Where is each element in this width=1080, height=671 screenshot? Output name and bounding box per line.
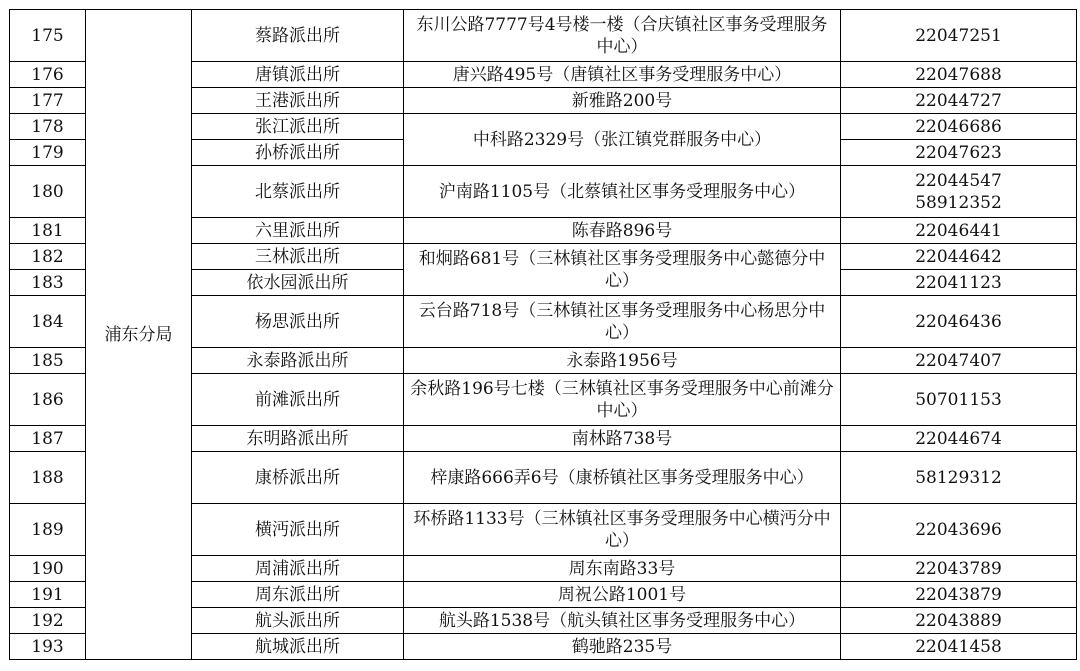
phone-number: 22046436 [915, 311, 1002, 332]
address-text: 陈春路896号 [571, 220, 673, 241]
row-number: 180 [10, 166, 86, 218]
address-text: 云台路718号（三林镇社区事务受理服务中心杨思分中心） [418, 300, 826, 343]
phone-number: 22047251 [915, 25, 1002, 46]
station-name: 孙桥派出所 [192, 140, 404, 166]
address-text: 南林路738号 [571, 428, 673, 449]
address-cell [404, 62, 841, 88]
address-text: 鹤驰路235号 [571, 636, 673, 657]
station-name: 六里派出所 [192, 218, 404, 244]
address-cell [404, 114, 841, 166]
row-number: 185 [10, 348, 86, 374]
address-cell [404, 556, 841, 582]
phone-number: 22046686 [915, 116, 1002, 137]
phone-cell [841, 244, 1077, 270]
phone-cell [841, 556, 1077, 582]
phone-number: 22044642 [915, 246, 1002, 267]
phone-number: 22043879 [915, 584, 1002, 605]
row-number: 186 [10, 374, 86, 426]
phone-cell [841, 114, 1077, 140]
phone-cell [841, 348, 1077, 374]
address-cell [404, 634, 841, 660]
row-number: 189 [10, 504, 86, 556]
address-cell [404, 608, 841, 634]
address-text: 永泰路1956号 [566, 350, 678, 371]
phone-number: 22047407 [915, 350, 1002, 371]
address-cell [404, 166, 841, 218]
address-text: 航头路1538号（航头镇社区事务受理服务中心） [438, 610, 806, 631]
address-cell [404, 88, 841, 114]
phone-cell [841, 140, 1077, 166]
station-name: 张江派出所 [192, 114, 404, 140]
row-number: 183 [10, 270, 86, 296]
address-cell [404, 426, 841, 452]
address-text: 中科路2329号（张江镇党群服务中心） [472, 129, 772, 150]
row-number: 191 [10, 582, 86, 608]
police-station-table [9, 9, 1077, 660]
station-name: 蔡路派出所 [192, 10, 404, 62]
bureau-cell: 浦东分局 [86, 10, 192, 660]
row-number: 178 [10, 114, 86, 140]
station-name: 康桥派出所 [192, 452, 404, 504]
phone-number: 22043889 [915, 610, 1002, 631]
station-name: 唐镇派出所 [192, 62, 404, 88]
address-text: 环桥路1133号（三林镇社区事务受理服务中心横沔分中心） [413, 508, 831, 551]
phone-cell [841, 10, 1077, 62]
station-name: 杨思派出所 [192, 296, 404, 348]
station-name: 依水园派出所 [192, 270, 404, 296]
phone-number: 50701153 [915, 389, 1002, 410]
phone-number: 22046441 [915, 220, 1002, 241]
row-number: 192 [10, 608, 86, 634]
phone-number: 22044547 [915, 170, 1002, 191]
station-name: 王港派出所 [192, 88, 404, 114]
address-cell [404, 10, 841, 62]
phone-number: 22044674 [915, 428, 1002, 449]
phone-cell [841, 166, 1077, 218]
phone-cell [841, 608, 1077, 634]
phone-cell [841, 582, 1077, 608]
phone-cell [841, 270, 1077, 296]
phone-cell [841, 218, 1077, 244]
address-text: 新雅路200号 [571, 90, 673, 111]
phone-number: 22041123 [915, 272, 1002, 293]
phone-cell [841, 634, 1077, 660]
address-text: 东川公路7777号4号楼一楼（合庆镇社区事务受理服务中心） [416, 14, 828, 57]
address-cell [404, 452, 841, 504]
row-number: 179 [10, 140, 86, 166]
row-number: 181 [10, 218, 86, 244]
phone-cell [841, 452, 1077, 504]
address-text: 周东南路33号 [568, 558, 676, 579]
phone-number: 22044727 [915, 90, 1002, 111]
phone-cell [841, 504, 1077, 556]
phone-cell [841, 374, 1077, 426]
address-cell [404, 218, 841, 244]
phone-number-secondary: 58912352 [915, 192, 1002, 213]
phone-cell [841, 88, 1077, 114]
row-number: 190 [10, 556, 86, 582]
police-station-table-wrapper [9, 9, 1077, 660]
row-number: 175 [10, 10, 86, 62]
station-name: 东明路派出所 [192, 426, 404, 452]
station-name: 周浦派出所 [192, 556, 404, 582]
phone-number: 58129312 [915, 467, 1002, 488]
address-text: 和炯路681号（三林镇社区事务受理服务中心懿德分中心） [418, 248, 826, 291]
phone-number: 22041458 [915, 636, 1002, 657]
address-text: 唐兴路495号（唐镇社区事务受理服务中心） [452, 64, 792, 85]
row-number: 193 [10, 634, 86, 660]
phone-number: 22043789 [915, 558, 1002, 579]
table-row [10, 10, 1077, 62]
address-text: 沪南路1105号（北蔡镇社区事务受理服务中心） [438, 181, 806, 202]
row-number: 176 [10, 62, 86, 88]
address-cell [404, 296, 841, 348]
address-cell [404, 348, 841, 374]
station-name: 航城派出所 [192, 634, 404, 660]
station-name: 前滩派出所 [192, 374, 404, 426]
address-cell [404, 582, 841, 608]
address-cell [404, 244, 841, 296]
station-name: 北蔡派出所 [192, 166, 404, 218]
row-number: 187 [10, 426, 86, 452]
address-text: 梓康路666弄6号（康桥镇社区事务受理服务中心） [430, 467, 814, 488]
phone-number: 22043696 [915, 519, 1002, 540]
station-name: 航头派出所 [192, 608, 404, 634]
station-name: 三林派出所 [192, 244, 404, 270]
phone-cell [841, 296, 1077, 348]
row-number: 177 [10, 88, 86, 114]
phone-cell [841, 62, 1077, 88]
station-name: 周东派出所 [192, 582, 404, 608]
phone-cell [841, 426, 1077, 452]
row-number: 184 [10, 296, 86, 348]
phone-number: 22047623 [915, 142, 1002, 163]
address-text: 周祝公路1001号 [557, 584, 687, 605]
row-number: 182 [10, 244, 86, 270]
station-name: 永泰路派出所 [192, 348, 404, 374]
phone-number: 22047688 [915, 64, 1002, 85]
station-name: 横沔派出所 [192, 504, 404, 556]
address-cell [404, 504, 841, 556]
row-number: 188 [10, 452, 86, 504]
address-cell [404, 374, 841, 426]
address-text: 余秋路196号七楼（三林镇社区事务受理服务中心前滩分中心） [410, 378, 834, 421]
